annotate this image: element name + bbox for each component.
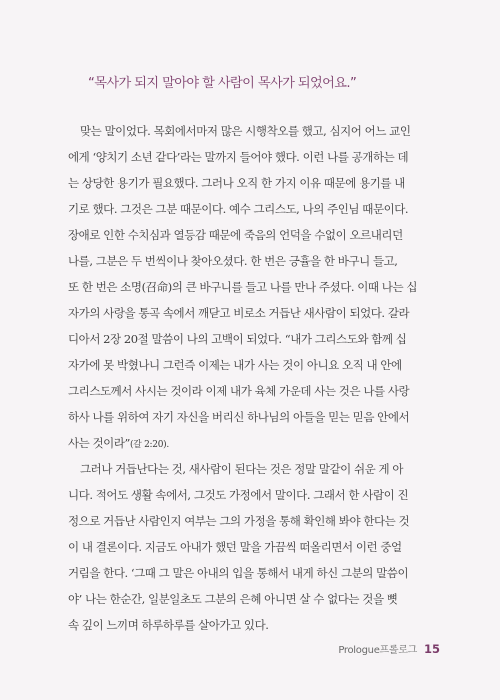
pull-quote: “목사가 되지 말아야 할 사람이 목사가 되었어요.” — [88, 76, 357, 91]
text-line: 속 깊이 느끼며 하루하루를 살아가고 있다. — [68, 618, 269, 632]
page-number: 15 — [423, 642, 440, 656]
text-line: 기로 했다. 그것은 그분 때문이다. 예수 그리스도, 나의 주인님 때문이다. — [68, 202, 409, 216]
text-line: 그러나 거듭난다는 것, 새사람이 된다는 것은 정말 말같이 쉬운 게 아 — [80, 462, 404, 476]
text-line: 그리스도께서 사시는 것이라 이제 내가 육체 가운데 사는 것은 나를 사랑 — [68, 384, 410, 398]
text-line: 니다. 적어도 생활 속에서, 그것도 가정에서 말이다. 그래서 한 사람이 진 — [68, 488, 409, 502]
text-line: 거림을 한다. ‘그때 그 말은 아내의 입을 통해서 내게 하신 그분의 말씀이 — [68, 566, 409, 580]
text-line: 에게 ‘양치기 소년 같다’라는 말까지 들어야 했다. 이런 나를 공개하는 데 — [68, 150, 409, 164]
text-line-content: 사는 것이라” — [68, 436, 130, 450]
scripture-reference: (갈 2:20). — [129, 440, 169, 450]
text-line: 이 내 결론이다. 지금도 아내가 했던 말을 가끔씩 떠올리면서 이런 중얼 — [68, 540, 402, 554]
text-line: 장애로 인한 수치심과 열등감 때문에 죽음의 언덕을 수없이 오르내리던 — [68, 228, 403, 242]
text-line: 정으로 거듭난 사람인지 여부는 그의 가정을 통해 확인해 봐야 한다는 것 — [68, 514, 410, 528]
text-line: 야’ 나는 한순간, 일분일초도 그분의 은혜 아니면 살 수 없다는 것을 뼛 — [68, 592, 398, 606]
text-line: 자가에 못 박혔나니 그런즉 이제는 내가 사는 것이 아니요 오직 내 안에 — [68, 358, 402, 372]
text-line: 하사 나를 위하여 자기 자신을 버리신 하나님의 아들을 믿는 믿음 안에서 — [68, 410, 410, 424]
text-line — [68, 430, 440, 456]
running-head: Prologue프롤로그 — [338, 645, 417, 656]
body-text — [68, 118, 440, 638]
page-footer — [338, 638, 440, 657]
text-line: 나를, 그분은 두 번씩이나 찾아오셨다. 한 번은 긍휼을 한 바구니 들고, — [68, 254, 398, 268]
text-line: 는 상당한 용기가 필요했다. 그러나 오직 한 가지 이유 때문에 용기를 내 — [68, 176, 405, 190]
text-line: 자가의 사랑을 통곡 속에서 깨닫고 비로소 거듭난 새사람이 되었다. 갈라 — [68, 306, 410, 320]
text-line: 맞는 말이었다. 목회에서마저 많은 시행착오를 했고, 심지어 어느 교인 — [80, 124, 411, 138]
text-line: 또 한 번은 소명(召命)의 큰 바구니를 들고 나를 만나 주셨다. 이때 나는 십 — [68, 280, 417, 294]
text-line: 디아서 2장 20절 말씀이 나의 고백이 되었다. “내가 그리스도와 함께 십 — [68, 332, 407, 346]
